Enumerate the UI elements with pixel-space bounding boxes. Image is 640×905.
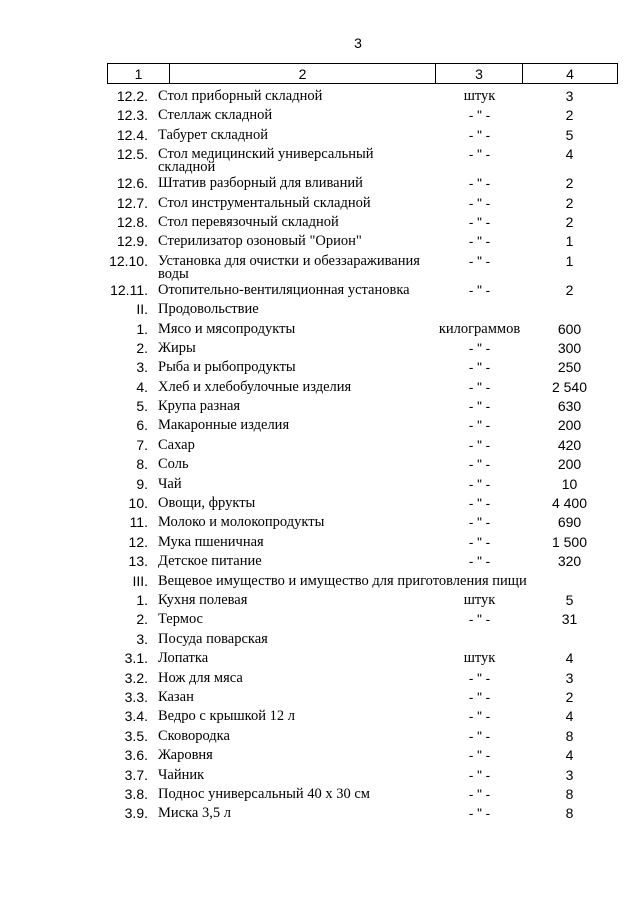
item-quantity: 3 [565,88,574,104]
item-number: 13. [128,553,148,570]
item-name: Миска 3,5 л [158,805,231,822]
item-name: Молоко и молокопродукты [158,514,325,531]
item-name: Стерилизатор озоновый "Орион" [158,233,362,250]
item-unit: - " - [468,399,491,415]
item-number: 11. [129,514,148,531]
item-quantity: 1 [565,233,574,250]
table-row [0,126,640,145]
item-number: 2. [136,611,148,628]
item-quantity: 690 [557,514,582,531]
table-row [0,707,640,726]
item-unit: штук [463,88,496,104]
item-unit: - " - [468,709,491,725]
item-unit: - " - [468,496,491,512]
item-unit: - " - [468,476,491,492]
item-quantity: 4 [565,146,574,163]
item-number: 3.6. [124,747,148,764]
item-quantity: 2 [565,281,574,298]
item-quantity: 3 [565,669,574,686]
table-row [0,727,640,746]
item-quantity: 420 [557,436,582,453]
table-row [0,194,640,213]
item-number: 3.4. [124,708,148,725]
item-name: Сковородка [158,727,230,744]
table-row [0,630,640,649]
table-row [0,669,640,688]
item-quantity: 2 540 [551,378,588,395]
item-quantity: 3 [565,766,574,783]
table-row [0,746,640,765]
item-number: 12.6. [116,175,148,192]
table-row [0,688,640,707]
table-row [0,494,640,513]
table-row [0,252,640,281]
item-number: 2. [136,339,148,356]
item-quantity: 200 [557,417,582,434]
item-unit [428,630,531,633]
table-row [0,300,640,319]
item-unit: - " - [468,360,491,376]
item-name: Казан [158,688,194,705]
item-unit: - " - [468,147,491,163]
item-unit: - " - [468,670,491,686]
item-name: Стол инструментальный складной [158,194,371,211]
item-quantity: 2 [565,194,574,211]
item-number: 3.8. [124,785,148,802]
table-row [0,610,640,629]
item-quantity: 2 [565,175,574,192]
item-name: Стеллаж складной [158,107,273,124]
item-number: 3.9. [124,805,148,822]
table-row [0,572,640,591]
item-name: Вещевое имущество и имущество для приготовления пищи [158,572,527,589]
item-quantity: 2 [565,213,574,230]
item-quantity: 200 [557,456,582,473]
item-number: 12.11. [110,281,148,298]
item-number: 3.1. [124,650,148,667]
item-unit: - " - [468,806,491,822]
table-row [0,232,640,251]
item-number: 7. [136,436,148,453]
table-row [0,475,640,494]
column-header-table [107,63,618,84]
table-row [0,766,640,785]
item-quantity: 8 [565,805,574,822]
item-unit: штук [463,591,496,608]
item-name: Ведро с крышкой 12 л [158,708,295,725]
table-row [0,552,640,571]
item-number: 9. [136,475,148,492]
item-quantity: 10 [561,475,578,492]
item-number: 8. [136,456,148,473]
item-number: 3.7. [124,766,148,783]
item-number: 3. [136,359,148,376]
table-row [0,591,640,610]
item-number: 6. [136,417,148,434]
item-unit: - " - [468,437,491,453]
item-name: Чай [158,475,182,492]
item-quantity: 300 [557,339,582,356]
item-number: 12.8. [116,213,148,230]
column-header-quantity: 4 [523,64,618,84]
item-unit: - " - [468,554,491,570]
item-name: Табурет складной [158,126,268,143]
item-name: Стол приборный складной [158,88,323,104]
item-unit: - " - [468,253,491,269]
table-row [0,436,640,455]
table-row [0,320,640,339]
item-quantity: 31 [561,611,578,628]
item-number: III. [132,572,148,589]
item-quantity: 4 400 [551,495,588,512]
item-name: Мясо и мясопродукты [158,320,296,337]
item-number: 12.9. [116,233,148,250]
item-number: 10. [128,495,148,512]
item-quantity: 8 [565,727,574,744]
item-unit: - " - [468,457,491,473]
item-unit [428,300,531,303]
item-quantity: 630 [557,398,582,415]
item-quantity: 4 [565,650,574,667]
item-number: 3.5. [124,727,148,744]
item-name: Сахар [158,436,195,453]
item-number: 12.4. [116,126,148,143]
item-number: 1. [136,591,148,608]
item-number: 12.5. [116,146,148,163]
table-row [0,804,640,823]
item-list [0,87,640,824]
column-header-unit: 3 [436,64,523,84]
item-name: Соль [158,456,189,473]
table-row [0,358,640,377]
table-row [0,533,640,552]
item-unit: - " - [468,748,491,764]
item-unit: - " - [468,612,491,628]
item-name: Продовольствие [158,301,259,318]
item-unit: штук [463,650,496,667]
item-name: Лопатка [158,650,209,667]
item-name: Стол перевязочный складной [158,213,339,230]
item-unit: - " - [468,176,491,192]
table-row [0,649,640,668]
item-unit: - " - [468,767,491,783]
table-row [0,281,640,300]
item-unit: - " - [468,515,491,531]
item-quantity: 4 [565,708,574,725]
item-quantity: 1 500 [551,533,588,550]
item-number: 12.10. [109,252,148,269]
item-number: 3. [136,630,148,647]
item-name: Жаровня [158,747,213,764]
item-unit: - " - [468,689,491,705]
item-quantity: 2 [565,688,574,705]
item-quantity: 250 [557,359,582,376]
item-name: Детское питание [158,553,262,570]
item-name: Рыба и рыбопродукты [158,359,296,376]
item-name: Нож для мяса [158,669,243,686]
table-row [0,397,640,416]
table-row [0,87,640,106]
item-unit: - " - [468,534,491,550]
item-unit: - " - [468,282,491,298]
item-number: 3.2. [124,669,148,686]
item-unit: - " - [468,786,491,802]
item-unit: - " - [468,728,491,744]
table-row [0,174,640,193]
item-quantity: 2 [565,107,574,124]
table-row [0,785,640,804]
item-name: Макаронные изделия [158,417,290,434]
item-number: 12.7. [116,194,148,211]
item-name: Посуда поварская [158,630,268,647]
item-name: Жиры [158,339,196,356]
item-number: 4. [136,378,148,395]
table-row [0,378,640,397]
table-row [0,455,640,474]
item-number: 5. [136,398,148,415]
item-name: Овощи, фрукты [158,495,256,512]
item-unit: - " - [468,418,491,434]
item-name: Кухня полевая [158,591,248,608]
item-name: Мука пшеничная [158,533,264,550]
table-row [0,416,640,435]
item-name: Стол медицинский универсальный складной [158,146,374,176]
item-name: Установка для очистки и обеззараживания воды [158,252,420,282]
item-unit: килограммов [438,320,521,337]
item-quantity: 4 [565,747,574,764]
item-unit: - " - [468,379,491,395]
column-header-row [108,64,618,84]
item-number: 12.3. [116,107,148,124]
item-unit: - " - [468,127,491,143]
item-unit: - " - [468,340,491,356]
item-number: 12.2. [116,88,148,104]
column-header-name: 2 [170,64,436,84]
item-number: 12. [128,533,148,550]
item-unit: - " - [468,234,491,250]
item-name: Поднос универсальный 40 х 30 см [158,785,370,802]
table-row [0,513,640,532]
item-number: II. [136,301,148,318]
item-name: Крупа разная [158,398,241,415]
item-name: Термос [158,611,203,628]
table-row [0,339,640,358]
page-number: 3 [354,35,362,51]
table-row [0,213,640,232]
item-quantity: 5 [565,126,574,143]
column-header-number: 1 [108,64,170,84]
item-quantity: 1 [565,252,574,269]
item-unit: - " - [468,108,491,124]
item-quantity: 8 [565,785,574,802]
item-name: Отопительно-вентиляционная установка [158,281,410,298]
item-number: 1. [136,320,148,337]
table-row [0,145,640,174]
table-row [0,106,640,125]
item-name: Штатив разборный для вливаний [158,175,363,192]
item-name: Чайник [158,766,205,783]
item-quantity: 600 [557,320,582,337]
item-unit: - " - [468,214,491,230]
item-quantity: 5 [565,591,574,608]
item-number: 3.3. [124,688,148,705]
item-unit: - " - [468,195,491,211]
item-name: Хлеб и хлебобулочные изделия [158,378,352,395]
item-quantity: 320 [557,553,582,570]
